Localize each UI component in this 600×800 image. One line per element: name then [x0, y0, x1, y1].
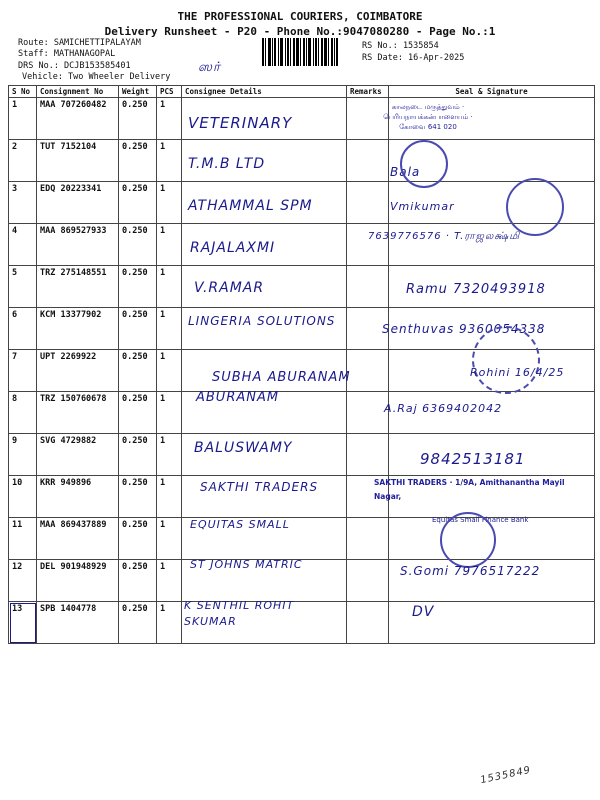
- row-weight: 0.250: [119, 350, 157, 392]
- row-sno: 2: [9, 140, 37, 182]
- header-initials: ஸர்: [198, 60, 221, 75]
- row-sno: 5: [9, 266, 37, 308]
- round-stamp-icon: [440, 512, 496, 568]
- row-weight: 0.250: [119, 518, 157, 560]
- row-signature: 7639776576 · T.ராஜலக்ஷ்மி: [368, 231, 521, 242]
- row-weight: 0.250: [119, 140, 157, 182]
- row-pcs: 1: [157, 308, 182, 350]
- row-consignment: TRZ 275148551: [37, 266, 119, 308]
- row-consignment: MAA 869437889: [37, 518, 119, 560]
- consignee-handwriting: T.M.B LTD: [188, 156, 266, 172]
- row-weight: 0.250: [119, 602, 157, 644]
- row-seal: Equitas Small Finance Bank: [432, 516, 529, 524]
- row-signature: Senthuvas 9360054338: [382, 322, 546, 336]
- row-pcs: 1: [157, 350, 182, 392]
- consignee-handwriting: ABURANAM: [196, 390, 280, 405]
- drs-label: DRS No.: DCJB153585401: [18, 61, 131, 71]
- row-seal: காலநடை மருத்துவம் · பெரியநாயக்கன்பாளையம் · கோவை 641 020: [383, 103, 473, 131]
- col-consignment: Consignment No: [37, 86, 119, 98]
- round-stamp-icon: [400, 140, 448, 188]
- row-weight: 0.250: [119, 266, 157, 308]
- col-consignee: Consignee Details: [182, 86, 347, 98]
- row-pcs: 1: [157, 266, 182, 308]
- row-pcs: 1: [157, 182, 182, 224]
- row-consignment: TRZ 150760678: [37, 392, 119, 434]
- row-consignment: SPB 1404778: [37, 602, 119, 644]
- rs-date: RS Date: 16-Apr-2025: [362, 53, 465, 63]
- consignee-handwriting: SUBHA ABURANAM: [212, 370, 351, 385]
- row-consignment: MAA 707260482: [37, 98, 119, 140]
- round-stamp-icon: [506, 178, 564, 236]
- consignee-handwriting: BALUSWAMY: [194, 440, 293, 456]
- row-signature: Ramu 7320493918: [406, 282, 546, 297]
- consignee-handwriting: ATHAMMAL SPM: [188, 198, 313, 214]
- staff-label: Staff: MATHANAGOPAL: [18, 49, 116, 59]
- row-sno: 11: [9, 518, 37, 560]
- row-weight: 0.250: [119, 224, 157, 266]
- row-pcs: 1: [157, 392, 182, 434]
- consignee-handwriting: LINGERIA SOLUTIONS: [188, 314, 336, 328]
- row-consignment: UPT 2269922: [37, 350, 119, 392]
- route-label: Route: SAMICHETTIPALAYAM: [18, 38, 141, 48]
- row-signature: 9842513181: [420, 450, 526, 468]
- row-pcs: 1: [157, 560, 182, 602]
- row-sno: 12: [9, 560, 37, 602]
- document-subtitle: Delivery Runsheet - P20 - Phone No.:9047080280 - Page No.:1: [104, 25, 496, 38]
- consignee-handwriting: VETERINARY: [188, 114, 293, 132]
- table-row: [9, 98, 595, 140]
- row-sno: 13: [9, 602, 37, 644]
- row-sno: 6: [9, 308, 37, 350]
- row-sno: 4: [9, 224, 37, 266]
- row-weight: 0.250: [119, 560, 157, 602]
- row-pcs: 1: [157, 434, 182, 476]
- row-signature: S.Gomi 7976517222: [400, 564, 541, 578]
- col-weight: Weight: [119, 86, 157, 98]
- row-seal: SAKTHI TRADERS · 1/9A, Amithanantha Mayil Nagar,: [374, 478, 565, 501]
- row-consignment: KRR 949896: [37, 476, 119, 518]
- row-weight: 0.250: [119, 392, 157, 434]
- row-weight: 0.250: [119, 182, 157, 224]
- row-pcs: 1: [157, 476, 182, 518]
- col-pcs: PCS: [157, 86, 182, 98]
- row-consignment: TUT 7152104: [37, 140, 119, 182]
- row-sno: 3: [9, 182, 37, 224]
- consignee-handwriting: ST JOHNS MATRIC: [190, 558, 303, 571]
- barcode: [262, 38, 354, 66]
- row-signature: Vmikumar: [390, 200, 455, 213]
- document-title: THE PROFESSIONAL COURIERS, COIMBATORE: [177, 10, 423, 23]
- row-sno: 8: [9, 392, 37, 434]
- round-stamp-icon: [472, 326, 540, 394]
- row-pcs: 1: [157, 98, 182, 140]
- consignee-handwriting: RAJALAXMI: [190, 240, 276, 256]
- row-consignment: SVG 4729882: [37, 434, 119, 476]
- table-row: [9, 392, 595, 434]
- row-consignment: KCM 13377902: [37, 308, 119, 350]
- row-pcs: 1: [157, 224, 182, 266]
- row-signature: Rohini 16/4/25: [470, 366, 565, 379]
- row-sno: 7: [9, 350, 37, 392]
- col-sno: S No: [9, 86, 37, 98]
- row-pcs: 1: [157, 518, 182, 560]
- row-consignment: DEL 901948929: [37, 560, 119, 602]
- footer-note: 1535849: [479, 764, 533, 787]
- row-signature: DV: [412, 604, 435, 620]
- row-sno: 10: [9, 476, 37, 518]
- col-remarks: Remarks: [347, 86, 389, 98]
- row-pcs: 1: [157, 602, 182, 644]
- consignee-handwriting: EQUITAS SMALL: [190, 518, 290, 531]
- consignee-handwriting: K SENTHIL ROHIT SKUMAR: [184, 599, 295, 628]
- vehicle-label: Vehicle: Two Wheeler Delivery: [22, 72, 171, 82]
- consignee-handwriting: V.RAMAR: [194, 280, 265, 296]
- row-weight: 0.250: [119, 308, 157, 350]
- row-signature: A.Raj 6369402042: [384, 402, 503, 415]
- col-seal: Seal & Signature: [389, 86, 595, 98]
- row-consignment: MAA 869527933: [37, 224, 119, 266]
- table-row: [9, 140, 595, 182]
- row-signature: Bala: [390, 165, 421, 179]
- row-weight: 0.250: [119, 434, 157, 476]
- consignee-handwriting: SAKTHI TRADERS: [200, 480, 319, 494]
- row-pcs: 1: [157, 140, 182, 182]
- row-consignment: EDQ 20223341: [37, 182, 119, 224]
- row-sno: 9: [9, 434, 37, 476]
- row-sno: 1: [9, 98, 37, 140]
- table-header-row: [9, 86, 595, 98]
- row-weight: 0.250: [119, 476, 157, 518]
- rs-number: RS No.: 1535854: [362, 41, 439, 51]
- row-weight: 0.250: [119, 98, 157, 140]
